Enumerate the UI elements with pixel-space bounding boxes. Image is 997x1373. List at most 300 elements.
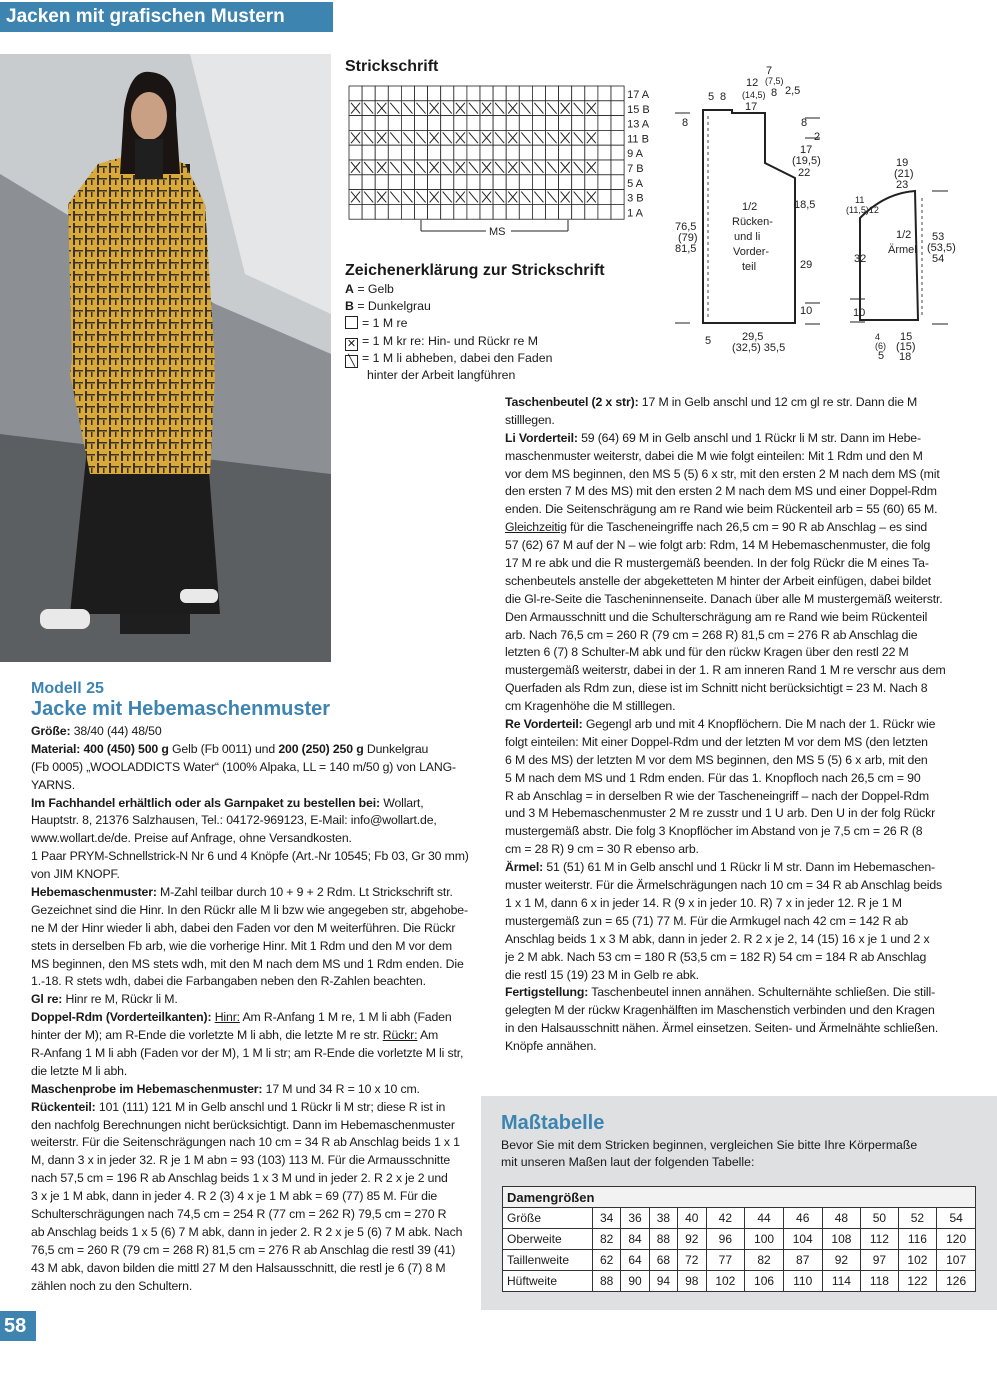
svg-text:22: 22 [798,167,811,179]
table-cell: 120 [937,1229,976,1250]
chart-cell [493,130,506,145]
chart-cell [532,175,545,190]
text-line: je 2 M abk. Nach 53 cm = 180 R (53,5 cm = 182 R) 54 cm = 184 R ab Anschlag [505,949,927,964]
table-cell: 50 [861,1208,898,1229]
chart-cell [532,86,545,101]
table-cell: 92 [678,1229,706,1250]
masstabelle-intro: Bevor Sie mit dem Stricken beginnen, vergleichen Sie bitte Ihre Körpermaße mit unseren Maßen laut der folgenden Tabelle: [501,1138,918,1169]
text-line: Doppel-Rdm (Vorderteilkanten): Hinr: Am R-Anfang 1 M re, 1 M li abh (Faden [31,1010,452,1025]
chart-cell [401,145,414,160]
chart-cell [598,101,611,116]
chart-cell [598,175,611,190]
chart-cell [559,86,572,101]
text-line: Maschenprobe im Hebemaschenmuster: 17 M und 34 R = 10 x 10 cm. [31,1081,420,1096]
table-cell: 97 [861,1250,898,1271]
chart-cell [428,175,441,190]
sleeve-label [888,229,917,256]
chart-cell [428,101,441,116]
chart-cell [572,175,585,190]
chart-cell [362,204,375,219]
table-cell: 116 [898,1229,937,1250]
chart-cell [532,160,545,175]
svg-text:Vorder-: Vorder- [733,246,770,258]
chart-cell [585,116,598,131]
svg-text:81,5: 81,5 [675,243,697,255]
text-line: 17 M re abk und die R mustergemäß beenden. In der folg Rückr die M eines Ta- [505,556,929,571]
svg-text:15: 15 [900,331,913,343]
chart-cell [506,101,519,116]
text-line: 57 (62) 67 M auf der N – wie folgt arb: Rdm, 14 M Hebemaschenmuster, die folg [505,538,931,553]
svg-text:12: 12 [746,77,759,89]
table-cell: 72 [678,1250,706,1271]
text-line: 43 M abk, davon bilden die mittl 27 M den Halsausschnitt, die restl je 6 (7) 8 M [31,1260,446,1275]
chart-cell [585,86,598,101]
text-line: in den Halsausschnitt nähen. Ärmel einsetzen. Seiten- und Ärmelnähte schließen. [505,1021,939,1036]
chart-cell [493,175,506,190]
svg-text:10: 10 [853,307,866,319]
legend-item-b: B = Dunkelgrau [345,299,431,314]
row-label: Oberweite [503,1229,593,1250]
svg-text:76,5: 76,5 [675,221,697,233]
chart-cell [572,160,585,175]
text-line: R ab Anschlag = in derselben R wie der Tascheneingriff – nach der Doppel-Rdm [505,788,929,803]
text-line: stets in derselben Fb arb, wie die vorherige Hinr. Mit 1 Rdm und den M vor dem [31,938,452,953]
chart-row-label: 3 B [627,192,644,205]
chart-cell [349,204,362,219]
chart-cell [546,86,559,101]
chart-cell [428,116,441,131]
table-cell: 82 [593,1229,621,1250]
svg-text:(7,5): (7,5) [765,76,784,86]
chart-cell [519,204,532,219]
chart-cell [585,101,598,116]
chart-cell [388,190,401,205]
text-line: MS beginnen, den MS stets wdh, mit den M nach dem MS und 1 Rdm enden. Die [31,956,464,971]
chart-cell [349,130,362,145]
chart-cell [572,204,585,219]
chart-cell [546,116,559,131]
chart-cell [388,101,401,116]
text-line: 3 x je 1 M abk, dann in jeder 4. R 2 (3) 4 x je 1 M abk = 69 (77) 85 M. Für die [31,1189,438,1204]
chart-cell [611,190,624,205]
chart-cell [493,204,506,219]
table-cell: 46 [783,1208,822,1229]
chart-cell [559,175,572,190]
table-cell: 118 [861,1271,898,1292]
chart-cell [388,204,401,219]
chart-cell [480,101,493,116]
text-line: muster weiterstr. Für die Ärmelschrägungen nach 10 cm = 34 R ab Anschlag beids [505,878,943,893]
chart-cell [519,116,532,131]
chart-cell [506,86,519,101]
chart-cell [519,145,532,160]
svg-text:5: 5 [878,350,885,362]
chart-cell [506,116,519,131]
chart-row-label: 7 B [627,163,644,175]
text-line: arb. Nach 76,5 cm = 260 R (79 cm = 268 R) 81,5 cm = 276 R ab Anschlag die [505,627,918,642]
text-line: den nachfolg Berechnungen nicht berücksichtigt. Dann im Hebemaschenmuster [31,1117,455,1132]
chart-cell [598,190,611,205]
chart-cell [441,86,454,101]
chart-cell [428,130,441,145]
chart-cell [349,175,362,190]
chart-cell [493,101,506,116]
chart-cell [441,116,454,131]
chart-cell [349,160,362,175]
chart-cell [546,130,559,145]
table-cell: 42 [706,1208,745,1229]
table-cell: 40 [678,1208,706,1229]
svg-text:8: 8 [801,117,808,129]
svg-text:Ärmel: Ärmel [888,244,917,256]
chart-cell [598,130,611,145]
chart-cell [454,160,467,175]
text-line: M, dann 3 x in jeder 32. R je 1 M abn = 93 (103) 113 M. Für die Armausschnitte [31,1153,451,1168]
chart-cell [362,160,375,175]
chart-cell [598,160,611,175]
svg-text:54: 54 [932,253,945,265]
text-line: die Gl-re-Seite die Tascheninnenseite. Danach über alle M mustergemäß weiterstr. [505,591,943,606]
chart-cell [493,190,506,205]
table-cell: 44 [745,1208,784,1229]
svg-text:29,5: 29,5 [742,331,764,343]
chart-row-label: 1 A [627,207,644,220]
chart-cell [598,116,611,131]
table-cell: 104 [783,1229,822,1250]
chart-cell [467,190,480,205]
legend-item-slip-cont: hinter der Arbeit langführen [367,367,516,382]
text-line: vor dem MS beginnen, den MS 5 (5) 6 x str, mit den ersten 2 M nach dem MS (mit [505,466,940,481]
chart-cell [611,86,624,101]
table-cell: 90 [621,1271,649,1292]
text-line: 1 Paar PRYM-Schnellstrick-N Nr 6 und 4 Knöpfe (Art.-Nr 10545; Fb 03, Gr 30 mm) [31,849,469,864]
table-cell: 87 [783,1250,822,1271]
chart-cell [362,130,375,145]
text-line: 6 M des MS) der letzten M vor dem MS beginnen, den MS 5 (5) 6 x arb, mit den [505,752,928,767]
svg-text:(21): (21) [894,168,914,180]
table-cell: 102 [706,1271,745,1292]
text-line: Gleichzeitig für die Tascheneingriffe nach 26,5 cm = 90 R ab Anschlag – es sind [505,520,928,535]
legend-title: Zeichenerklärung zur Strickschrift [345,262,605,279]
instructions-column-right [505,394,950,1056]
text-line: Fertigstellung: Taschenbeutel innen annähen. Schulternähte schließen. Die still- [505,985,936,1000]
svg-text:17: 17 [745,101,758,113]
text-line: und 3 M Hebemaschenmuster 2 M re zusstr und 1 U arb. Den U in der folg Rückr [505,806,936,821]
chart-cell [480,86,493,101]
ms-label: MS [489,226,506,238]
text-line: die restl 15 (19) 23 M in Gelb re abk. [505,967,699,982]
chart-cell [506,204,519,219]
table-cell: 36 [621,1208,649,1229]
chart-cell [401,130,414,145]
svg-text:10: 10 [800,305,813,317]
chart-cell [388,86,401,101]
chart-cell [532,101,545,116]
chart-cell [480,145,493,160]
svg-text:(32,5) 35,5: (32,5) 35,5 [732,342,786,354]
model-title: Jacke mit Hebemaschenmuster [31,698,331,720]
chart-cell [415,190,428,205]
chart-cell [519,101,532,116]
chart-cell [546,101,559,116]
svg-text:(53,5): (53,5) [927,242,956,254]
chart-cell [401,160,414,175]
chart-cell [532,145,545,160]
chart-cell [415,101,428,116]
chart-cell [519,175,532,190]
svg-text:2,5: 2,5 [785,85,801,97]
text-line: cm = 28 R) 9 cm = 30 R ebenso arb. [505,842,699,857]
chart-cell [559,116,572,131]
legend-item-twisted: ✕ = 1 M kr re: Hin- und Rückr re M [346,333,538,350]
svg-text:(14,5): (14,5) [742,90,766,100]
chart-cell [572,116,585,131]
text-line: Gl re: Hinr re M, Rückr li M. [31,992,178,1007]
chart-cell [572,86,585,101]
chart-cell [546,145,559,160]
svg-text:18,5: 18,5 [794,199,816,211]
chart-cell [401,116,414,131]
table-cell: 54 [937,1208,976,1229]
svg-text:29: 29 [800,259,813,271]
table-cell: 34 [593,1208,621,1229]
svg-text:53: 53 [932,231,945,243]
legend [345,281,575,384]
chart-cell [388,116,401,131]
table-cell: 48 [822,1208,861,1229]
chart-cell [585,160,598,175]
text-line: 1.-18. R stets wdh, dabei die Farbangaben neben den R-Zahlen beachten. [31,974,426,989]
chart-cell [467,130,480,145]
empty-square-icon [345,316,358,329]
legend-item-slip: ╲ = 1 M li abheben, dabei den Faden [345,350,575,367]
text-line: Hebemaschenmuster: M-Zahl teilbar durch 10 + 9 + 2 Rdm. Lt Strickschrift str. [31,885,453,900]
table-cell: 114 [822,1271,861,1292]
section-header: Jacken mit grafischen Mustern [0,2,333,32]
svg-text:Rücken-: Rücken- [732,216,773,228]
chart-cell [415,116,428,131]
page-number: 58 [0,1311,36,1341]
chart-cell [428,145,441,160]
svg-text:(6): (6) [875,341,886,351]
text-line: Größe: 38/40 (44) 48/50 [31,724,162,738]
table-cell: 88 [593,1271,621,1292]
chart-cell [454,130,467,145]
chart-cell [388,160,401,175]
chart-cell [454,190,467,205]
text-line: Rückenteil: 101 (111) 121 M in Gelb anschl und 1 Rückr li M str; diese R ist in [31,1099,446,1114]
row-label: Hüftweite [503,1271,593,1292]
chart-cell [559,145,572,160]
legend-item-a: A = Gelb [345,282,394,296]
chart-cell [532,116,545,131]
table-row [503,1229,976,1250]
chart-cell [375,145,388,160]
text-line: ne M der Hinr wieder li abh, dabei den Faden vor den M weiterführen. Die Rückr [31,920,456,935]
chart-row-label: 17 A [627,89,650,101]
chart-cell [441,101,454,116]
text-line: mustergemäß weiterstr, dabei in der 1. R am inneren Rand 1 M re verschr aus dem [505,663,946,678]
chart-cell [611,145,624,160]
chart-cell [401,190,414,205]
text-line: die letzte M li abh. [31,1063,128,1078]
slash-square-icon: ╲ [345,355,358,368]
table-row [503,1208,976,1229]
table-cell: 122 [898,1271,937,1292]
svg-text:und li: und li [734,231,761,243]
chart-cell [349,145,362,160]
chart-cell [559,204,572,219]
size-table [502,1186,976,1292]
table-cell: 107 [937,1250,976,1271]
chart-cell [519,160,532,175]
chart-cell [506,175,519,190]
chart-cell [349,116,362,131]
table-cell: 98 [678,1271,706,1292]
chart-cell [441,160,454,175]
chart-cell [572,190,585,205]
text-line: maschenmuster weiterstr, dabei die M wie folgt einteilen: Mit 1 Rdm und den M [505,448,923,463]
chart-cell [362,190,375,205]
chart-cell [585,145,598,160]
chart-cell [546,175,559,190]
chart-cell [532,204,545,219]
chart-cell [598,204,611,219]
table-cell: 96 [706,1229,745,1250]
size-schematic [670,58,970,368]
chart-cell [519,130,532,145]
chart-cell [375,86,388,101]
text-line: Im Fachhandel erhältlich oder als Garnpaket zu bestellen bei: Wollart, [31,795,424,810]
svg-text:32: 32 [854,253,867,265]
x-square-icon: ✕ [346,337,357,350]
chart-cell [480,116,493,131]
chart-cell [467,175,480,190]
chart-row-labels [627,89,650,219]
chart-cell [388,145,401,160]
table-cell: 102 [898,1250,937,1271]
table-cell: 94 [649,1271,677,1292]
svg-text:(19,5): (19,5) [792,155,821,167]
chart-cell [349,101,362,116]
chart-cell [546,190,559,205]
chart-row-label: 13 A [627,118,650,131]
text-line: ab Anschlag beids 1 x 5 (6) 7 M abk, dann in jeder 2. R 2 x je 5 (6) 7 M abk. Nach [31,1224,463,1239]
chart-cell [493,86,506,101]
text-line: Ärmel: 51 (51) 61 M in Gelb anschl und 1 Rückr li M str. Dann im Hebemaschen- [505,860,935,875]
chart-cell [375,160,388,175]
body-label [732,201,773,273]
chart-cell [441,204,454,219]
svg-text:18: 18 [899,351,912,363]
chart-cell [454,145,467,160]
chart-cell [362,145,375,160]
text-line: YARNS. [31,777,75,792]
chart-cell [559,130,572,145]
chart-cell [467,116,480,131]
chart-cell [415,204,428,219]
chart-cell [362,116,375,131]
chart-cell [388,175,401,190]
chart-row-label: 9 A [627,148,644,161]
chart-cell [532,190,545,205]
table-cell: 52 [898,1208,937,1229]
row-label: Größe [503,1208,593,1229]
chart-cell [375,190,388,205]
text-line: von JIM KNOPF. [31,867,120,882]
model-photo [0,54,331,662]
chart-cell [467,86,480,101]
chart-cell [415,175,428,190]
chart-cell [454,101,467,116]
table-row [503,1271,976,1292]
chart-cell [493,145,506,160]
chart-cell [467,204,480,219]
chart-cell [598,145,611,160]
chart-grid [349,86,624,219]
chart-cell [454,116,467,131]
chart-cell [454,204,467,219]
chart-cell [467,101,480,116]
chart-row-label: 5 A [627,177,644,190]
chart-cell [415,86,428,101]
text-line: folgt einteilen: Mit einer Doppel-Rdm und der letzten M vor dem MS (den letzten [505,734,928,749]
svg-text:8: 8 [682,117,689,129]
chart-cell [559,160,572,175]
chart-cell [467,160,480,175]
chart-cell [467,145,480,160]
chart-cell [415,130,428,145]
chart-row-label: 11 B [627,133,649,146]
chart-cell [585,190,598,205]
chart-cell [611,130,624,145]
text-line: Material: 400 (450) 500 g Gelb (Fb 0011) und 200 (250) 250 g Dunkelgrau [31,741,429,756]
text-line: R-Anfang 1 M li abh (Faden vor der M), 1 M li str; am R-Ende die vorletzte M li str, [31,1046,464,1061]
chart-cell [480,190,493,205]
text-line: mustergemäß zun = 65 (71) 77 M. Für die Armkugel nach 42 cm = 142 R ab [505,913,909,928]
chart-cell [480,160,493,175]
chart-cell [362,175,375,190]
chart-cell [441,175,454,190]
chart-cell [611,116,624,131]
chart-row-label: 15 B [627,103,650,116]
masstabelle-panel [481,1096,997,1310]
chart-cell [375,116,388,131]
chart-cell [375,101,388,116]
chart-cell [493,116,506,131]
text-line: zählen noch zu den Schultern. [31,1278,193,1293]
table-cell: 110 [783,1271,822,1292]
chart-cell [428,160,441,175]
text-line: cm Kragenhöhe die M stilllegen. [505,699,676,714]
chart-cell [441,130,454,145]
chart-cell [375,175,388,190]
text-line: mustergemäß abstr. Die folg 3 Knopflöcher im Abstand von je 7,5 cm = 26 R (8 [505,824,923,839]
text-line: stilllegen. [505,412,555,427]
svg-text:1/2: 1/2 [896,229,912,241]
size-table-header: Damengrößen [503,1187,976,1208]
instructions-column-left [31,723,476,1296]
text-line: Li Vorderteil: 59 (64) 69 M in Gelb anschl und 1 Rückr li M str. Dann im Hebe- [505,430,921,445]
table-cell: 112 [861,1229,898,1250]
text-line: enden. Die Seitenschrägung am re Rand wie beim Rückenteil arb = 55 (60) 65 M. [505,502,938,517]
text-line: den ersten 7 M des MS) mit den ersten 2 M nach dem MS und einer Doppel-Rdm [505,484,937,499]
chart-cell [585,130,598,145]
svg-text:19: 19 [896,157,909,169]
chart-cell [349,190,362,205]
chart-cell [493,160,506,175]
table-cell: 77 [706,1250,745,1271]
